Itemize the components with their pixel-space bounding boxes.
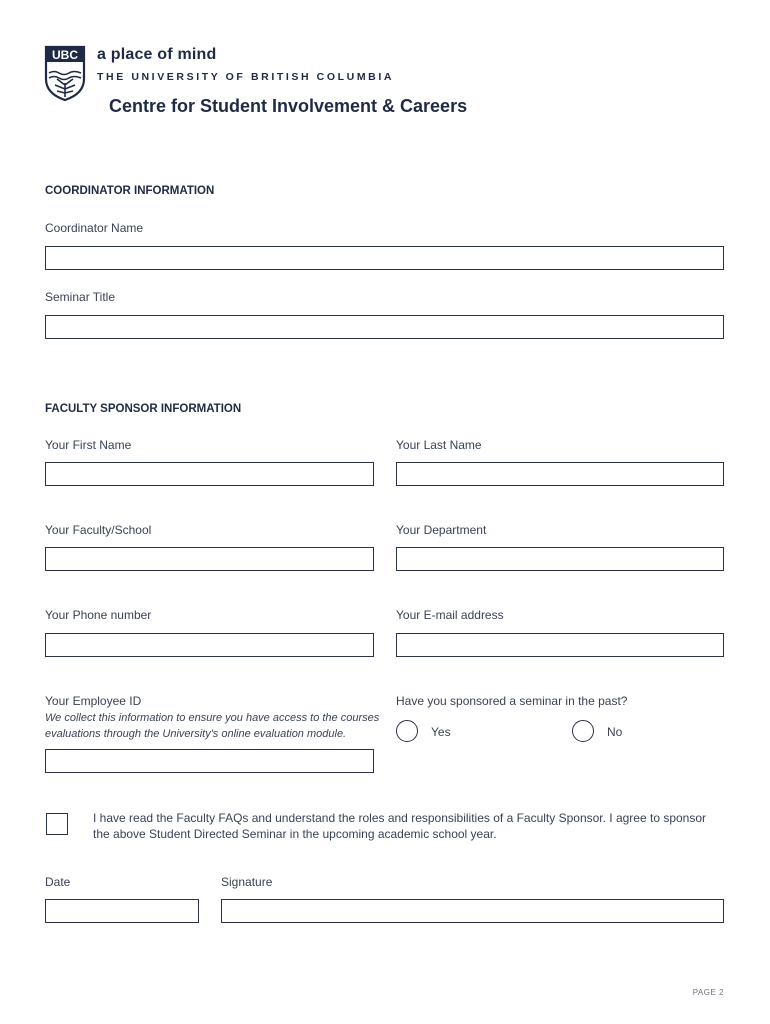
ubc-crest-logo — [44, 45, 86, 101]
yes-label: Yes — [431, 725, 451, 739]
page-number: PAGE 2 — [692, 988, 724, 997]
signature-label: Signature — [221, 875, 273, 889]
employee-id-label: Your Employee ID — [45, 694, 142, 708]
employee-id-note — [45, 710, 385, 742]
agreement-line1: I have read the Faculty FAQs and understand the roles and responsibilities of a Faculty Sponsor. I agree to sponsor — [93, 811, 707, 825]
faculty-school-input[interactable] — [45, 547, 374, 571]
last-name-input[interactable] — [396, 462, 724, 486]
phone-label: Your Phone number — [45, 608, 152, 622]
sponsored-question: Have you sponsored a seminar in the past? — [396, 694, 628, 708]
seminar-title-input[interactable] — [45, 315, 724, 339]
yes-radio[interactable] — [396, 720, 418, 742]
first-name-input[interactable] — [45, 462, 374, 486]
no-label: No — [607, 725, 623, 739]
department-input[interactable] — [396, 547, 724, 571]
coordinator-name-label: Coordinator Name — [45, 221, 144, 235]
agreement-checkbox[interactable] — [46, 813, 68, 835]
phone-input[interactable] — [45, 633, 374, 657]
centre-title: Centre for Student Involvement & Careers — [109, 96, 468, 116]
department-label: Your Department — [396, 523, 487, 537]
tagline: a place of mind — [97, 46, 217, 63]
agreement-text — [93, 810, 713, 842]
signature-input[interactable] — [221, 899, 724, 923]
sponsor-section-title: FACULTY SPONSOR INFORMATION — [45, 403, 242, 415]
date-label: Date — [45, 875, 71, 889]
coordinator-name-input[interactable] — [45, 246, 724, 270]
email-label: Your E-mail address — [396, 608, 504, 622]
date-input[interactable] — [45, 899, 199, 923]
university-name: THE UNIVERSITY OF BRITISH COLUMBIA — [97, 71, 395, 83]
agreement-line2: the above Student Directed Seminar in the upcoming academic school year. — [93, 827, 497, 841]
email-input[interactable] — [396, 633, 724, 657]
logo-text: UBC — [52, 48, 78, 62]
employee-id-note-line2: evaluations through the University's online evaluation module. — [45, 728, 347, 740]
employee-id-note-line1: We collect this information to ensure you have access to the courses — [45, 712, 380, 724]
first-name-label: Your First Name — [45, 438, 132, 452]
faculty-school-label: Your Faculty/School — [45, 523, 152, 537]
last-name-label: Your Last Name — [396, 438, 482, 452]
coordinator-section-title: COORDINATOR INFORMATION — [45, 185, 215, 197]
employee-id-input[interactable] — [45, 749, 374, 773]
seminar-title-label: Seminar Title — [45, 290, 116, 304]
no-radio[interactable] — [572, 720, 594, 742]
